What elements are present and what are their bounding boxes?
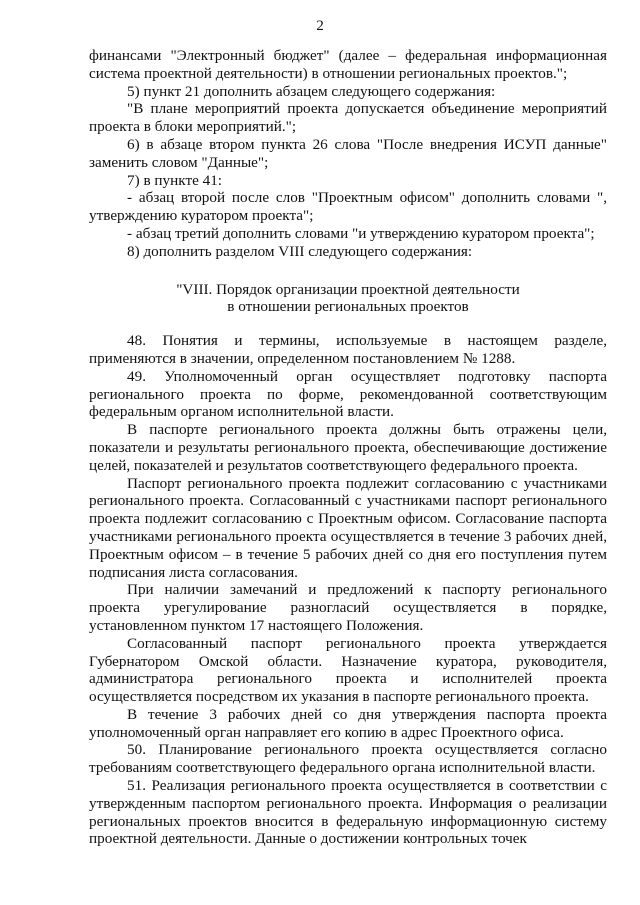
- document-body: [89, 47, 607, 848]
- paragraph: 48. Понятия и термины, используемые в настоящем разделе, применяются в значении, определенном постановлением № 1288.: [89, 332, 607, 367]
- paragraph: 6) в абзаце втором пункта 26 слова "После внедрения ИСУП данные" заменить словом "Данные";: [89, 135, 607, 171]
- paragraph: - абзац третий дополнить словами "и утверждению куратором проекта";: [127, 224, 595, 242]
- paragraph: финансами "Электронный бюджет" (далее – федеральная информационная система проектной деятельности) в отношении региональных проектов.";: [89, 47, 607, 82]
- paragraph: 7) в пункте 41:: [127, 171, 223, 189]
- section-heading-line: "VIII. Порядок организации проектной деятельности: [176, 280, 520, 298]
- paragraph: 8) дополнить разделом VIII следующего содержания:: [127, 242, 473, 260]
- page-number: 2: [316, 17, 324, 34]
- paragraph: 49. Уполномоченный орган осуществляет подготовку паспорта регионального проекта по форме, рекомендованной соответствующим федеральным органом исполнительной власти.: [89, 367, 607, 421]
- section-heading-line: в отношении региональных проектов: [227, 298, 469, 316]
- section-heading: [89, 281, 607, 317]
- paragraph: В паспорте регионального проекта должны быть отражены цели, показатели и результаты регионального проекта, обеспечивающие достижение целей, показателей и результатов соответствующего федерального проекта.: [89, 421, 607, 474]
- paragraph: 50. Планирование регионального проекта осуществляется согласно требованиям соответствующего федерального органа исполнительной власти.: [89, 741, 607, 777]
- paragraph: При наличии замечаний и предложений к паспорту регионального проекта урегулирование разногласий осуществляется в порядке, установленном пунктом 17 настоящего Положения.: [89, 581, 607, 634]
- paragraph: - абзац второй после слов "Проектным офисом" дополнить словами ", утверждению куратором проекта";: [89, 189, 607, 225]
- paragraph: 5) пункт 21 дополнить абзацем следующего содержания:: [127, 82, 496, 100]
- paragraph: В течение 3 рабочих дней со дня утверждения паспорта проекта уполномоченный орган направляет его копию в адрес Проектного офиса.: [89, 705, 607, 741]
- paragraph: "В плане мероприятий проекта допускается объединение мероприятий проекта в блоки мероприятий.";: [89, 100, 607, 136]
- paragraph: Согласованный паспорт регионального проекта утверждается Губернатором Омской области. Назначение куратора, руководителя, администратора регионального проекта и исполнителей проекта осуществляется посредством их указания в паспорте регионального проекта.: [89, 634, 607, 706]
- paragraph: 51. Реализация регионального проекта осуществляется в соответствии с утвержденным паспортом регионального проекта. Информация о реализации региональных проектов вносится в федеральную информационную систему проектной деятельности. Данные о достижении контрольных точек: [89, 777, 607, 848]
- paragraph: Паспорт регионального проекта подлежит согласованию с участниками регионального проекта. Согласованный с участниками паспорт регионального проекта подлежит согласованию с Проектным офисом. Согласование паспорта участниками регионального проекта осуществляется в течение 3 рабочих дней, Проектным офисом – в течение 5 рабочих дней со дня его поступления путем подписания листа согласования.: [89, 474, 607, 581]
